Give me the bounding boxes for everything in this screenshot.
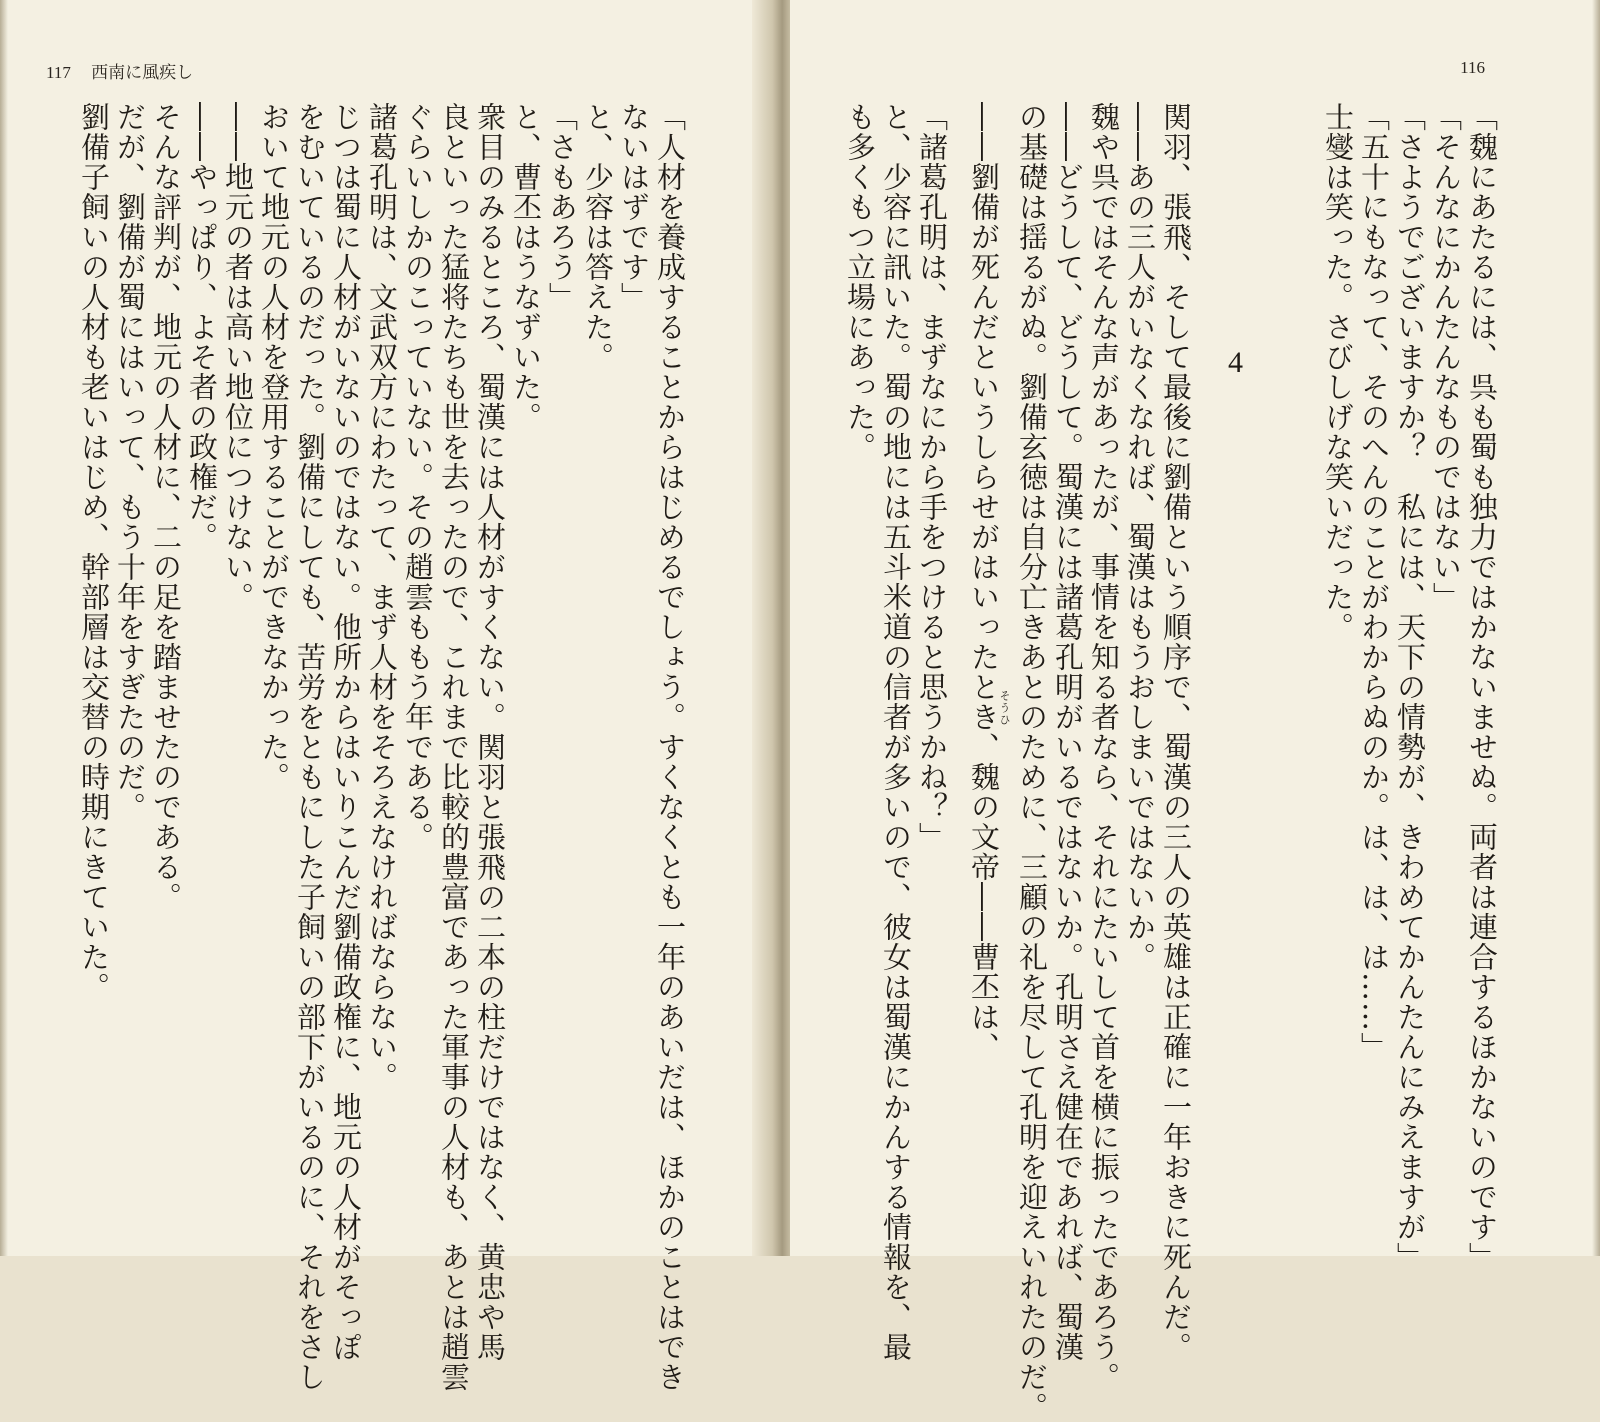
- text-line: だが、劉備が蜀にはいって、もう十年をすぎたのだ。: [113, 102, 147, 822]
- text-line: ないはずです」: [617, 102, 651, 312]
- text-line: 「諸葛孔明は、まずなにから手をつけると思うかね？」: [915, 102, 949, 852]
- text-line: 劉備子飼いの人材も老いはじめ、幹部層は交替の時期にきていた。: [77, 102, 111, 1002]
- text-line: の基礎は揺るがぬ。劉備玄徳は自分亡きあとのために、三顧の礼を尽して孔明を迎えいれたのだ。: [1015, 102, 1049, 1422]
- text-line: 「魏にあたるには、呉も蜀も独力ではかないませぬ。両者は連合するほかないのです」: [1465, 102, 1499, 1272]
- left-page-header: [46, 58, 193, 83]
- ruby-annotation: そうひ: [998, 690, 1011, 726]
- text-line: 「さようでございますか？ 私には、天下の情勢が、きわめてかんたんにみえますが」: [1393, 102, 1427, 1272]
- text-line: 「五十にもなって、そのへんのことがわからぬのか。は、は、は……」: [1357, 102, 1391, 1062]
- chapter-number: 4: [1228, 346, 1243, 379]
- text-line: ――あの三人がいなくなれば、蜀漢はもうおしまいではないか。: [1123, 102, 1157, 972]
- text-line: ――地元の者は高い地位につけない。: [221, 102, 255, 612]
- text-line: 魏や呉ではそんな声があったが、事情を知る者なら、それにたいして首を横に振ったであろう。: [1087, 102, 1121, 1392]
- text-fragment: ――劉備が死んだというしらせがはいったとき、魏の文帝――曹丕は、: [967, 102, 1001, 1062]
- text-line: 「人材を養成することからはじめるでしょう。すくなくとも一年のあいだは、ほかのことはでき: [653, 102, 687, 1392]
- text-line: 諸葛孔明は、文武双方にわたって、まず人材をそろえなければならない。: [365, 102, 399, 1092]
- text-line: と、少容に訊いた。蜀の地には五斗米道の信者が多いので、彼女は蜀漢にかんする情報を、最: [879, 102, 913, 1362]
- text-line: 関羽、張飛、そして最後に劉備という順序で、蜀漢の三人の英雄は正確に一年おきに死んだ。: [1159, 102, 1193, 1362]
- text-line: ――どうして、どうして。蜀漢には諸葛孔明がいるではないか。孔明さえ健在であれば、蜀漢: [1051, 102, 1085, 1362]
- text-line: 士燮は笑った。さびしげな笑いだった。: [1321, 102, 1355, 642]
- text-line: [962, 102, 1011, 1062]
- text-line: と、少容は答えた。: [581, 102, 615, 372]
- text-line: 良といった猛将たちも世を去ったので、これまで比較的豊富であった軍事の人材も、あとは趙雲: [437, 102, 471, 1392]
- text-line: と、曹丕はうなずいた。: [509, 102, 543, 432]
- left-page: [0, 0, 772, 1392]
- text-line: をむいているのだった。劉備にしても、苦労をともにした子飼いの部下がいるのに、それをさし: [293, 102, 327, 1392]
- text-line: 衆目のみるところ、蜀漢には人材がすくない。関羽と張飛の二本の柱だけではなく、黄忠や馬: [473, 102, 507, 1362]
- text-line: そんな評判が、地元の人材に、二の足を踏ませたのである。: [149, 102, 183, 912]
- page-number: 117: [46, 63, 71, 82]
- page-edge-shadow: [0, 0, 8, 1256]
- page-edge-shadow: [1592, 0, 1600, 1256]
- text-line: ――やっぱり、よそ者の政権だ。: [185, 102, 219, 552]
- text-line: じつは蜀に人材がいないのではない。他所からはいりこんだ劉備政権に、地元の人材がそっぽ: [329, 102, 363, 1362]
- running-head: 西南に風疾し: [91, 63, 194, 82]
- text-line: 「そんなにかんたんなものではない」: [1429, 102, 1463, 612]
- text-line: ぐらいしかのこっていない。その趙雲ももう年である。: [401, 102, 435, 852]
- text-line: も多くもつ立場にあった。: [843, 102, 877, 462]
- text-line: 「さもあろう」: [545, 102, 579, 312]
- page-number: 116: [1460, 58, 1485, 77]
- text-line: おいて地元の人材を登用することができなかった。: [257, 102, 291, 792]
